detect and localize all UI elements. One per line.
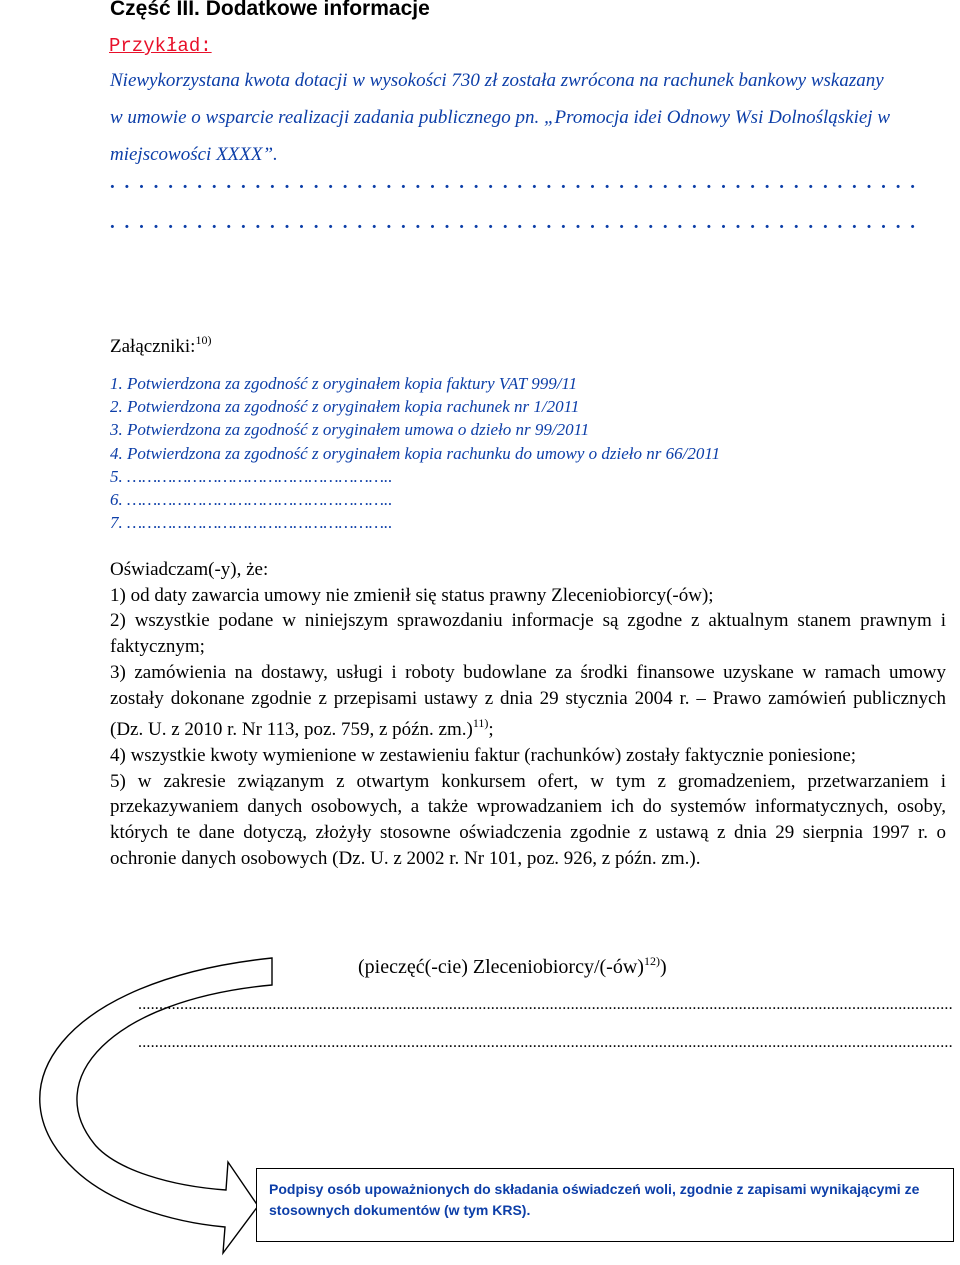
declaration-point-3-text: 3) zamówienia na dostawy, usługi i roboty budowlane za środki finansowe uzyskane w ramach umowy zostały dokonane zgodnie z przepisami ustawy z dnia 29 stycznia 2004 r. – Prawo zamówień publicznych (Dz. U. z 2010 r. Nr 113, poz. 759, z późn. zm.) [110, 661, 946, 741]
example-line-1: Niewykorzystana kwota dotacji w wysokości 730 zł została zwrócona na rachunek bankowy wskazany [110, 70, 884, 91]
attachment-item: 1. Potwierdzona za zgodność z oryginałem kopia faktury VAT 999/11 [110, 374, 578, 393]
signature-note-box [256, 1168, 954, 1242]
declaration-point-3-footnote: 11) [472, 716, 489, 731]
signature-line-1: .................................................................................................................................................................................................. [138, 996, 953, 1013]
attachments-title-text: Załączniki: [110, 336, 196, 357]
stamp-label-text: (pieczęć(-cie) Zleceniobiorcy/(-ów) [358, 956, 644, 978]
example-line-2: w umowie o wsparcie realizacji zadania publicznego pn. „Promocja idei Odnowy Wsi Dolnośląskiej w [110, 107, 891, 128]
declaration-point-3 [110, 660, 946, 743]
signature-line-2: .................................................................................................................................................................................................. [138, 1034, 953, 1051]
declaration-point-4: 4) wszystkie kwoty wymienione w zestawieniu faktur (rachunków) zostały faktycznie poniesione; [110, 744, 857, 766]
attachments-title [110, 333, 211, 358]
dotted-line-2: ........................................................ [110, 212, 925, 233]
attachment-item: 4. Potwierdzona za zgodność z oryginałem kopia rachunku do umowy o dzieło nr 66/2011 [110, 444, 721, 463]
stamp-label [358, 954, 667, 979]
attachment-item: 5. …………………………………………….. [110, 467, 393, 486]
attachments-footnote: 10) [195, 333, 212, 347]
stamp-footnote: 12) [643, 954, 660, 968]
section-heading: Część III. Dodatkowe informacje [110, 0, 430, 20]
dotted-line-1: ........................................................ [110, 172, 925, 193]
attachment-item: 2. Potwierdzona za zgodność z oryginałem kopia rachunek nr 1/2011 [110, 397, 580, 416]
attachment-item: 6. …………………………………………….. [110, 490, 393, 509]
attachment-item: 7. …………………………………………….. [110, 513, 393, 532]
example-line-3: miejscowości XXXX”. [110, 144, 278, 165]
declaration-point-5: 5) w zakresie związanym z otwartym konkursem ofert, w tym z gromadzeniem, przetwarzaniem i przekazywaniem danych osobowych, a także wprowadzaniem ich do systemów informatycznych, osoby, których te dane dotyczą, złożyły stosowne oświadczenia zgodnie z ustawą z dnia 29 sierpnia 1997 r. o ochronie danych osobowych (Dz. U. z 2002 r. Nr 101, poz. 926, z późn. zm.). [110, 770, 946, 869]
example-label: Przykład: [109, 35, 212, 57]
declaration-block [110, 557, 946, 871]
stamp-close: ) [659, 956, 667, 978]
declaration-point-2: 2) wszystkie podane w niniejszym sprawozdaniu informacje są zgodne z aktualnym stanem prawnym i faktycznym; [110, 610, 946, 658]
declaration-point-1: 1) od daty zawarcia umowy nie zmienił się status prawny Zleceniobiorcy(-ów); [110, 584, 714, 606]
signature-note-text: Podpisy osób upoważnionych do składania oświadczeń woli, zgodnie z zapisami wynikającymi ze stosownych dokumentów (w tym KRS). [269, 1181, 920, 1218]
declaration-intro: Oświadczam(-y), że: [110, 559, 269, 580]
declaration-point-3-end: ; [488, 719, 494, 741]
attachment-item: 3. Potwierdzona za zgodność z oryginałem umowa o dzieło nr 99/2011 [110, 420, 590, 439]
